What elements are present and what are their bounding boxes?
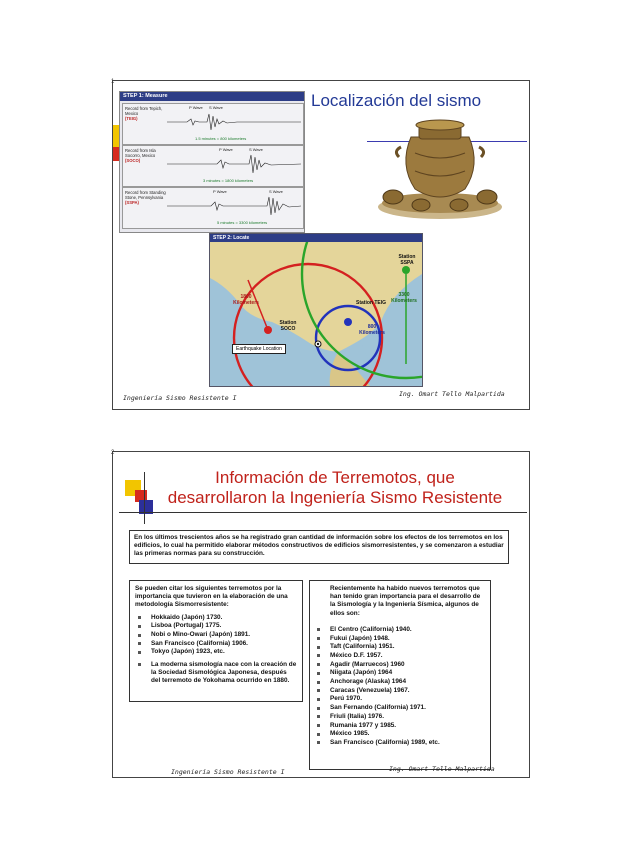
seismoscope-image — [369, 111, 511, 223]
list-item: Friuli (Italia) 1976. — [314, 713, 486, 721]
s-wave-label: S Wave — [209, 105, 223, 110]
list-item: Taft (California) 1951. — [314, 643, 486, 651]
historic-note-list — [135, 661, 297, 686]
record-label: Record from Tepich, Mexico (TEIG) — [125, 106, 163, 121]
decorative-line-horizontal — [119, 512, 527, 513]
list-item: Perú 1970. — [314, 695, 486, 703]
s-wave-label: S Wave — [269, 189, 283, 194]
footer-author: Ing. Omart Tello Malpartida — [399, 390, 505, 398]
list-item: Agadir (Marruecos) 1960 — [314, 661, 486, 669]
list-item: Tokyo (Japón) 1923, etc. — [135, 648, 297, 656]
title-line-1: Información de Terremotos, que — [215, 468, 455, 487]
p-wave-label: P Wave — [213, 189, 227, 194]
map-graphic — [210, 234, 422, 386]
recent-earthquakes-box — [309, 580, 491, 770]
station-sspa-label: Station SSPA — [398, 254, 416, 266]
list-item: El Centro (California) 1940. — [314, 626, 486, 634]
list-item: San Fernando (California) 1971. — [314, 704, 486, 712]
location-map — [209, 233, 423, 387]
p-wave-label: P Wave — [189, 105, 203, 110]
waveform — [167, 194, 301, 216]
intro-box — [129, 530, 509, 564]
seismogram-record — [122, 187, 304, 229]
distance-800-label: 800 Kilometers — [359, 324, 385, 336]
record-label: Record from Standing Stone, Pennsylvania (SSPA) — [125, 190, 166, 205]
intro-text: En los últimos trescientos años se ha registrado gran cantidad de información sobre los efectos de los terremotos en los edificios, lo cual ha permitido elaborar métodos constructivos de edificios sismorresistentes, y se comenzaron a estudiar las primeras normas para su construcción. — [134, 534, 504, 558]
footer-course: Ingeniería Sismo Resistente I — [171, 768, 285, 776]
step2-header: STEP 2: Locate — [210, 234, 422, 242]
list-item: México D.F. 1957. — [314, 652, 486, 660]
historic-earthquakes-box — [129, 580, 303, 702]
list-item: San Francisco (California) 1906. — [135, 640, 297, 648]
distance-label: 3 minutes = 1800 kilometers — [203, 178, 254, 183]
step1-header: STEP 1: Measure — [120, 92, 304, 101]
slide-2 — [112, 451, 530, 778]
list-item: Caracas (Venezuela) 1967. — [314, 687, 486, 695]
seismogram-record — [122, 145, 304, 187]
seismogram-record — [122, 103, 304, 145]
slide-number: 2 — [111, 450, 115, 456]
list-item: Nobi o Mino-Owari (Japón) 1891. — [135, 631, 297, 639]
station-soco-label: Station SOCO — [279, 320, 297, 332]
distance-label: 1.5 minutes = 800 kilometers — [195, 136, 247, 141]
distance-1800-label: 1800 Kilometers — [233, 294, 259, 306]
p-wave-label: P Wave — [219, 147, 233, 152]
list-item: Niigata (Japón) 1964 — [314, 669, 486, 677]
list-item: Rumania 1977 y 1985. — [314, 722, 486, 730]
list-item: Lisboa (Portugal) 1775. — [135, 622, 297, 630]
station-teig-label: Station TEIG — [356, 300, 386, 306]
footer-author: Ing. Omart Tello Malpartida — [389, 765, 495, 773]
footer-course: Ingeniería Sismo Resistente I — [123, 394, 237, 402]
seismogram-panel — [119, 91, 305, 233]
waveform — [167, 110, 301, 132]
earthquake-location-label: Earthquake Location — [232, 344, 286, 354]
slide-1 — [112, 80, 530, 410]
recent-intro: Recientemente ha habido nuevos terremotos que han tenido gran importancia para el desarrollo de la Sismología y la Ingeniería Sísmica, algunos de ellos son: — [330, 585, 481, 617]
recent-list — [314, 626, 486, 747]
historic-intro: Se pueden citar los siguientes terremotos por la importancia que tuvieron en la elaboración de una metodología Sismorresistente: — [135, 585, 288, 609]
historic-list — [135, 614, 297, 657]
list-item: La moderna sismología nace con la creación de la Sociedad Sismológica Japonesa, después del terremoto de Yokohama ocurrido en 1880. — [135, 661, 297, 686]
record-label: Record from Isla Socorro, Mexico (SOCO) — [125, 148, 156, 163]
title-line-2: desarrollaron la Ingeniería Sismo Resistente — [167, 488, 503, 507]
slide-title — [143, 468, 527, 508]
slide-number: 1 — [111, 79, 115, 85]
list-item: México 1985. — [314, 730, 486, 738]
s-wave-label: S Wave — [249, 147, 263, 152]
slide-title: Localización del sismo — [311, 91, 482, 110]
list-item: Anchorage (Alaska) 1964 — [314, 678, 486, 686]
list-item: Hokkaido (Japón) 1730. — [135, 614, 297, 622]
waveform — [167, 152, 301, 174]
distance-3300-label: 3300 Kilometers — [391, 292, 417, 304]
list-item: Fukui (Japón) 1948. — [314, 635, 486, 643]
distance-label: 5 minutes = 3300 kilometers — [217, 220, 268, 225]
list-item: San Francisco (California) 1989, etc. — [314, 739, 486, 747]
